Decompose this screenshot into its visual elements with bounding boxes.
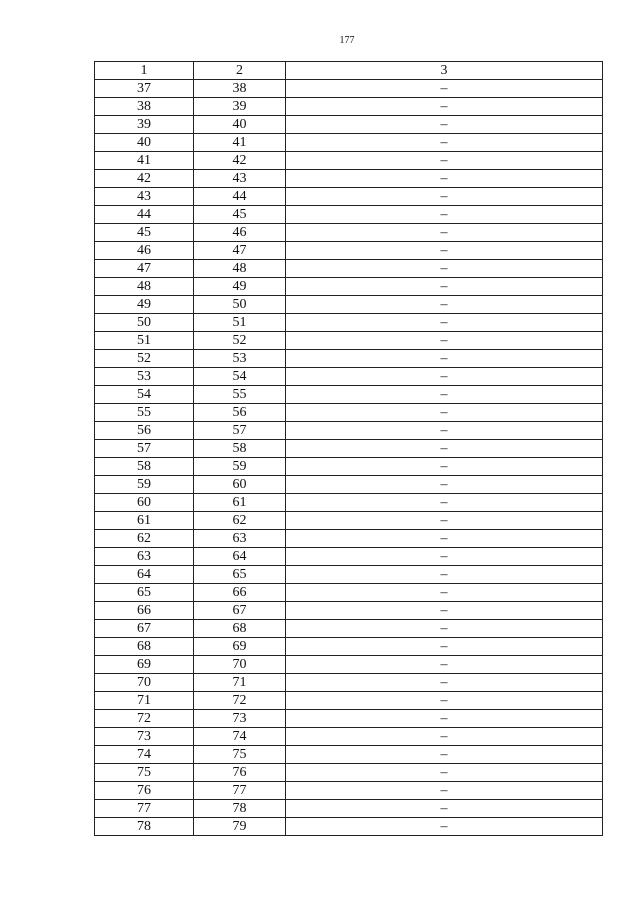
table-row: [95, 746, 603, 764]
table-row: [95, 170, 603, 188]
table-cell-col-1: 58: [95, 458, 194, 476]
table-row: [95, 656, 603, 674]
table-cell-col-1: 67: [95, 620, 194, 638]
table-cell-col-2: 60: [194, 476, 286, 494]
table-cell-col-1: 68: [95, 638, 194, 656]
table-cell-col-2: 70: [194, 656, 286, 674]
table-cell-col-2: 42: [194, 152, 286, 170]
table-row: [95, 242, 603, 260]
table-row: [95, 728, 603, 746]
table-cell-col-2: 39: [194, 98, 286, 116]
table-cell-col-1: 55: [95, 404, 194, 422]
table-cell-col-2: 53: [194, 350, 286, 368]
table-cell-col-1: 53: [95, 368, 194, 386]
table-cell-col-1: 62: [95, 530, 194, 548]
table-cell-col-3: –: [286, 638, 603, 656]
table-cell-col-3: –: [286, 476, 603, 494]
table-cell-col-2: 48: [194, 260, 286, 278]
table-cell-col-3: –: [286, 422, 603, 440]
table-cell-col-1: 40: [95, 134, 194, 152]
table-row: [95, 584, 603, 602]
table-cell-col-3: –: [286, 782, 603, 800]
table-cell-col-2: 66: [194, 584, 286, 602]
table-row: [95, 350, 603, 368]
table-row: [95, 530, 603, 548]
table-row: [95, 188, 603, 206]
table-cell-col-1: 63: [95, 548, 194, 566]
table-cell-col-1: 41: [95, 152, 194, 170]
table-cell-col-3: –: [286, 206, 603, 224]
table-cell-col-1: 70: [95, 674, 194, 692]
table-row: [95, 386, 603, 404]
table-cell-col-2: 67: [194, 602, 286, 620]
table-cell-col-1: 72: [95, 710, 194, 728]
header-row: [95, 62, 603, 80]
table-cell-col-2: 41: [194, 134, 286, 152]
table-row: [95, 98, 603, 116]
table-header: [95, 62, 603, 80]
table-row: [95, 422, 603, 440]
table-cell-col-1: 48: [95, 278, 194, 296]
table-cell-col-1: 44: [95, 206, 194, 224]
table-cell-col-3: –: [286, 602, 603, 620]
table-cell-col-3: –: [286, 728, 603, 746]
table-row: [95, 116, 603, 134]
table-cell-col-1: 50: [95, 314, 194, 332]
table-cell-col-3: –: [286, 800, 603, 818]
table-cell-col-3: –: [286, 224, 603, 242]
table-cell-col-3: –: [286, 188, 603, 206]
table-cell-col-2: 51: [194, 314, 286, 332]
table-row: [95, 476, 603, 494]
table-cell-col-2: 61: [194, 494, 286, 512]
table-cell-col-1: 66: [95, 602, 194, 620]
table-body: [95, 80, 603, 836]
table-cell-col-1: 77: [95, 800, 194, 818]
table-cell-col-3: –: [286, 584, 603, 602]
table-cell-col-3: –: [286, 512, 603, 530]
table-cell-col-3: –: [286, 440, 603, 458]
table-cell-col-2: 73: [194, 710, 286, 728]
table-cell-col-3: –: [286, 152, 603, 170]
table-cell-col-1: 64: [95, 566, 194, 584]
table-cell-col-3: –: [286, 692, 603, 710]
table-cell-col-2: 79: [194, 818, 286, 836]
table-cell-col-3: –: [286, 116, 603, 134]
table-cell-col-3: –: [286, 818, 603, 836]
table-cell-col-3: –: [286, 296, 603, 314]
table-cell-col-2: 77: [194, 782, 286, 800]
table-cell-col-1: 56: [95, 422, 194, 440]
table-cell-col-1: 47: [95, 260, 194, 278]
table-cell-col-1: 51: [95, 332, 194, 350]
table-cell-col-3: –: [286, 80, 603, 98]
table-cell-col-2: 64: [194, 548, 286, 566]
table-cell-col-3: –: [286, 260, 603, 278]
table-cell-col-2: 68: [194, 620, 286, 638]
table-cell-col-3: –: [286, 494, 603, 512]
table-cell-col-2: 65: [194, 566, 286, 584]
table-cell-col-2: 56: [194, 404, 286, 422]
table-cell-col-3: –: [286, 98, 603, 116]
table-cell-col-1: 45: [95, 224, 194, 242]
table-cell-col-3: –: [286, 530, 603, 548]
table-cell-col-1: 61: [95, 512, 194, 530]
table-row: [95, 134, 603, 152]
table-row: [95, 674, 603, 692]
table-cell-col-1: 49: [95, 296, 194, 314]
column-header-1: 1: [95, 62, 194, 80]
table-cell-col-2: 47: [194, 242, 286, 260]
table-cell-col-2: 72: [194, 692, 286, 710]
table-cell-col-2: 52: [194, 332, 286, 350]
table-cell-col-2: 55: [194, 386, 286, 404]
table-row: [95, 224, 603, 242]
table-row: [95, 296, 603, 314]
table-row: [95, 332, 603, 350]
table-cell-col-3: –: [286, 314, 603, 332]
table-cell-col-1: 60: [95, 494, 194, 512]
table-row: [95, 494, 603, 512]
table-row: [95, 620, 603, 638]
page-number: 177: [339, 35, 355, 46]
table-cell-col-1: 73: [95, 728, 194, 746]
table-cell-col-2: 40: [194, 116, 286, 134]
table-cell-col-2: 69: [194, 638, 286, 656]
table-cell-col-3: –: [286, 620, 603, 638]
table-cell-col-3: –: [286, 368, 603, 386]
table-cell-col-3: –: [286, 350, 603, 368]
table-cell-col-3: –: [286, 458, 603, 476]
table-row: [95, 152, 603, 170]
table-cell-col-3: –: [286, 404, 603, 422]
table-row: [95, 710, 603, 728]
table-cell-col-1: 65: [95, 584, 194, 602]
table-cell-col-1: 54: [95, 386, 194, 404]
table-row: [95, 440, 603, 458]
table-row: [95, 602, 603, 620]
column-header-2: 2: [194, 62, 286, 80]
table-cell-col-1: 37: [95, 80, 194, 98]
table-cell-col-1: 52: [95, 350, 194, 368]
table-row: [95, 566, 603, 584]
table-row: [95, 206, 603, 224]
table-cell-col-2: 44: [194, 188, 286, 206]
table-row: [95, 800, 603, 818]
table-row: [95, 818, 603, 836]
table-cell-col-2: 59: [194, 458, 286, 476]
table-cell-col-1: 78: [95, 818, 194, 836]
table-cell-col-2: 78: [194, 800, 286, 818]
table-cell-col-2: 57: [194, 422, 286, 440]
table-cell-col-2: 54: [194, 368, 286, 386]
table-cell-col-1: 39: [95, 116, 194, 134]
table-cell-col-2: 46: [194, 224, 286, 242]
table-cell-col-3: –: [286, 386, 603, 404]
table-cell-col-3: –: [286, 170, 603, 188]
table-cell-col-1: 75: [95, 764, 194, 782]
column-header-3: 3: [286, 62, 603, 80]
table-cell-col-2: 58: [194, 440, 286, 458]
table-cell-col-3: –: [286, 242, 603, 260]
table-cell-col-2: 75: [194, 746, 286, 764]
table-cell-col-3: –: [286, 656, 603, 674]
table-row: [95, 638, 603, 656]
table-cell-col-3: –: [286, 746, 603, 764]
table-row: [95, 314, 603, 332]
table-cell-col-1: 38: [95, 98, 194, 116]
table-cell-col-2: 49: [194, 278, 286, 296]
table-cell-col-2: 63: [194, 530, 286, 548]
table-cell-col-3: –: [286, 332, 603, 350]
table-cell-col-1: 74: [95, 746, 194, 764]
table-cell-col-3: –: [286, 548, 603, 566]
table-row: [95, 404, 603, 422]
table-row: [95, 782, 603, 800]
table-cell-col-1: 59: [95, 476, 194, 494]
table-row: [95, 368, 603, 386]
table-cell-col-3: –: [286, 566, 603, 584]
table-cell-col-2: 62: [194, 512, 286, 530]
table-cell-col-1: 46: [95, 242, 194, 260]
table-cell-col-2: 50: [194, 296, 286, 314]
table-cell-col-2: 43: [194, 170, 286, 188]
table-cell-col-2: 74: [194, 728, 286, 746]
table-cell-col-1: 42: [95, 170, 194, 188]
table-cell-col-3: –: [286, 710, 603, 728]
table-cell-col-1: 69: [95, 656, 194, 674]
table-cell-col-2: 38: [194, 80, 286, 98]
table-cell-col-1: 71: [95, 692, 194, 710]
table-row: [95, 548, 603, 566]
table-row: [95, 692, 603, 710]
table-cell-col-3: –: [286, 134, 603, 152]
table-cell-col-2: 76: [194, 764, 286, 782]
table-cell-col-1: 57: [95, 440, 194, 458]
table-row: [95, 764, 603, 782]
table-row: [95, 260, 603, 278]
table-cell-col-3: –: [286, 674, 603, 692]
table-cell-col-3: –: [286, 278, 603, 296]
table-row: [95, 458, 603, 476]
table-cell-col-3: –: [286, 764, 603, 782]
table-row: [95, 278, 603, 296]
data-table: [94, 61, 603, 836]
table-cell-col-1: 43: [95, 188, 194, 206]
table-row: [95, 80, 603, 98]
table-cell-col-2: 71: [194, 674, 286, 692]
table-row: [95, 512, 603, 530]
table-cell-col-2: 45: [194, 206, 286, 224]
table-cell-col-1: 76: [95, 782, 194, 800]
